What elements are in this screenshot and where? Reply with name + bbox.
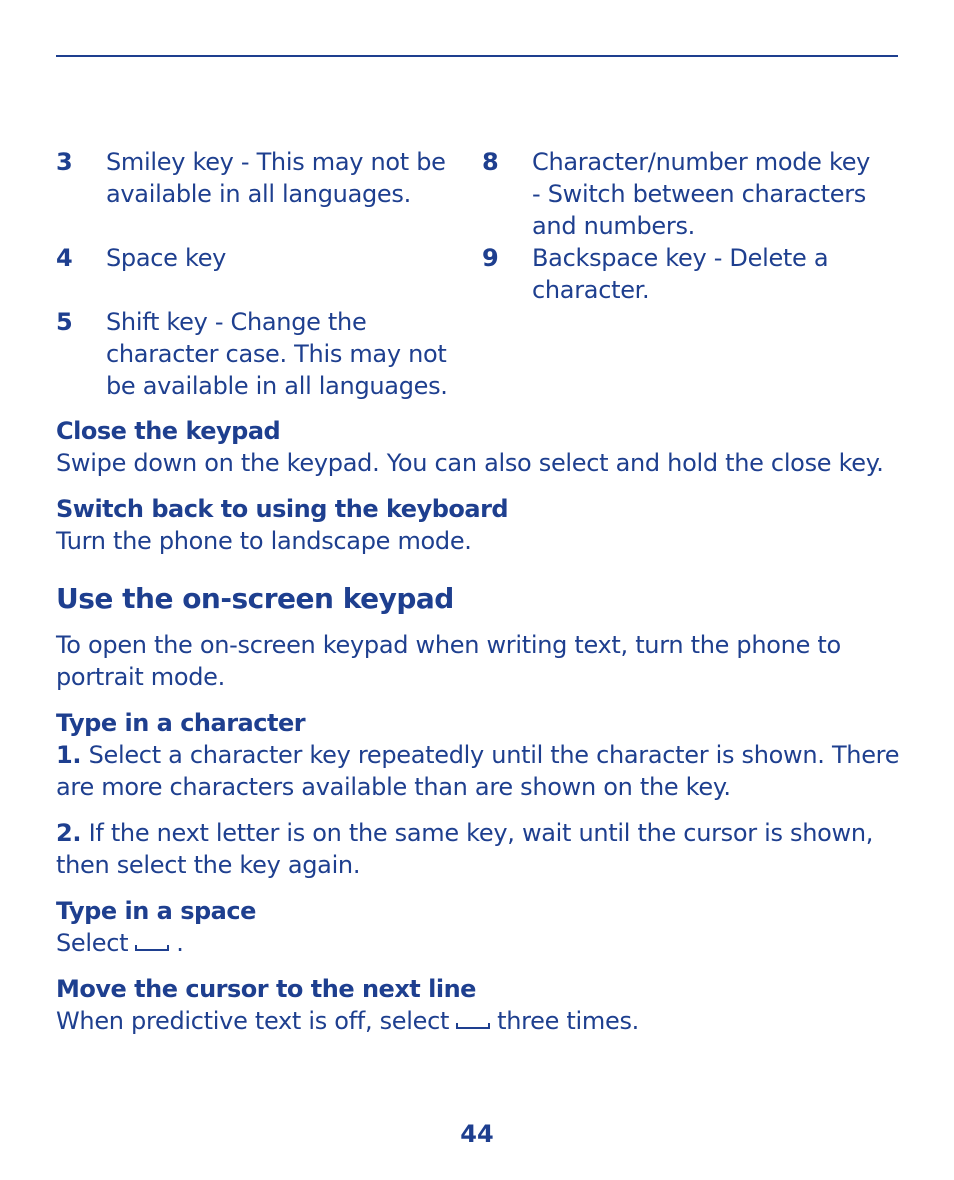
type-character-heading: Type in a character [56,709,306,737]
page-number: 44 [460,1120,494,1148]
onscreen-keypad-intro: To open the on-screen keypad when writing text, turn the phone to portrait mode. [56,631,841,691]
list-item [56,306,466,402]
step-number: 1. [56,741,82,769]
header-rule [56,55,898,57]
onscreen-keypad-heading: Use the on-screen keypad [56,582,454,615]
list-item [56,242,466,274]
step-text: If the next letter is on the same key, wait until the cursor is shown, then select the key again. [56,819,874,879]
item-number: 5 [56,308,73,336]
item-text: Character/number mode key - Switch between characters and numbers. [532,148,871,240]
close-keypad-heading: Close the keypad [56,417,281,445]
item-number: 8 [482,148,499,176]
step-number: 2. [56,819,82,847]
key-list-right [482,146,892,306]
space-key-icon [453,1013,493,1031]
item-number: 9 [482,244,499,272]
list-item [482,146,892,242]
item-text: Space key [106,244,227,272]
type-space-body [56,927,906,959]
type-space-end: . [176,929,184,957]
key-list-left [56,146,466,402]
close-keypad-body: Swipe down on the keypad. You can also select and hold the close key. [56,449,884,477]
item-number: 3 [56,148,73,176]
next-line-body [56,1005,906,1037]
item-text: Smiley key - This may not be available in all languages. [106,148,446,208]
item-text: Shift key - Change the character case. This may not be available in all languages. [106,308,448,400]
item-text: Backspace key - Delete a character. [532,244,829,304]
step-2 [56,817,906,881]
list-item [56,146,466,210]
next-line-text: When predictive text is off, select [56,1007,450,1035]
type-space-text: Select [56,929,129,957]
step-text: Select a character key repeatedly until the character is shown. There are more characters available than are shown on the key. [56,741,900,801]
next-line-end: three times. [497,1007,639,1035]
list-item [482,242,892,306]
switch-back-heading: Switch back to using the keyboard [56,495,509,523]
next-line-heading: Move the cursor to the next line [56,975,476,1003]
switch-back-body: Turn the phone to landscape mode. [56,527,472,555]
main-content [56,415,906,1037]
item-number: 4 [56,244,73,272]
step-1 [56,739,906,803]
type-space-heading: Type in a space [56,897,256,925]
space-key-icon [132,935,172,953]
